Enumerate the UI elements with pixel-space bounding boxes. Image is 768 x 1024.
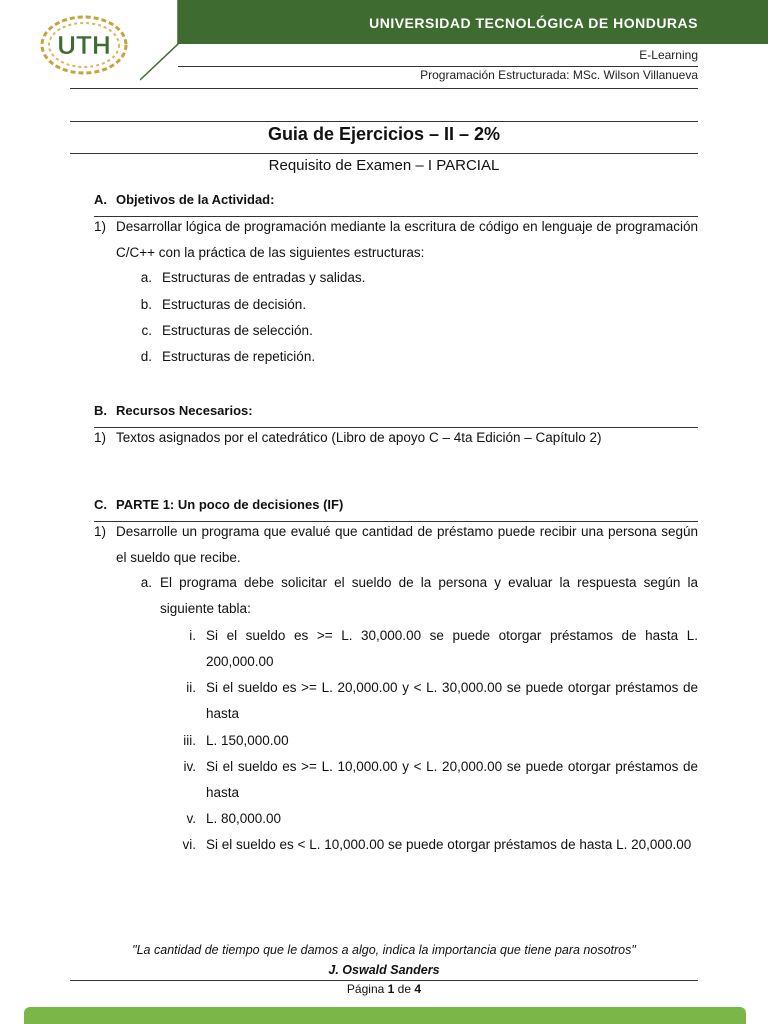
header-divider bbox=[70, 88, 698, 89]
uth-logo bbox=[36, 10, 132, 76]
roman-mark: v. bbox=[186, 811, 196, 826]
rule-text: L. 150,000.00 bbox=[206, 733, 289, 748]
roman-mark: iv. bbox=[183, 759, 196, 774]
list-mark: b. bbox=[140, 297, 152, 312]
rule-text: Si el sueldo es >= L. 20,000.00 y < L. 30,000.00 se puede otorgar préstamos de hasta bbox=[206, 680, 698, 721]
course-name: Programación Estructurada: MSc. Wilson Villanueva bbox=[420, 68, 698, 82]
roman-mark: ii. bbox=[186, 680, 196, 695]
program-name: E-Learning bbox=[639, 48, 698, 62]
rule-text: Si el sueldo es >= L. 30,000.00 se puede otorgar préstamos de hasta L. 200,000.00 bbox=[206, 628, 698, 669]
list-mark: d. bbox=[140, 349, 152, 364]
roman-mark: iii. bbox=[183, 733, 196, 748]
list-item: Estructuras de decisión. bbox=[162, 297, 307, 312]
list-item: Estructuras de selección. bbox=[162, 323, 313, 338]
page-title: Guia de Ejercicios – II – 2% bbox=[267, 124, 501, 144]
roman-mark: vi. bbox=[182, 837, 196, 852]
footer-quote: "La cantidad de tiempo que le damos a algo, indica la importancia que tiene para nosotros" bbox=[132, 943, 636, 957]
section-c-heading: C. PARTE 1: Un poco de decisiones (IF) bbox=[94, 497, 344, 512]
exercise-text: Desarrolle un programa que evalué que cantidad de préstamo puede recibir una persona según el sueldo que recibe. bbox=[116, 524, 698, 565]
list-mark: a. bbox=[140, 270, 152, 285]
item-number: 1) bbox=[94, 219, 107, 234]
exercise-subtext: El programa debe solicitar el sueldo de la persona y evaluar la respuesta según la siguiente tabla: bbox=[160, 575, 698, 616]
section-a-heading: A. Objetivos de la Actividad: bbox=[94, 192, 275, 207]
university-name: UNIVERSIDAD TECNOLÓGICA DE HONDURAS bbox=[369, 15, 698, 31]
laurel-wreath-icon bbox=[36, 10, 132, 76]
roman-mark: i. bbox=[189, 628, 196, 643]
item-number: 1) bbox=[94, 524, 107, 539]
list-item: Estructuras de repetición. bbox=[162, 349, 316, 364]
footer-author: J. Oswald Sanders bbox=[328, 963, 440, 977]
title-rule bbox=[70, 153, 698, 154]
header-divider bbox=[178, 66, 698, 67]
footer-bar bbox=[24, 1007, 746, 1024]
list-item: Estructuras de entradas y salidas. bbox=[162, 270, 366, 285]
list-mark: c. bbox=[141, 323, 152, 338]
logo-text: UTH bbox=[57, 30, 111, 60]
rule-text: Si el sueldo es < L. 10,000.00 se puede otorgar préstamos de hasta L. 20,000.00 bbox=[206, 837, 692, 852]
resource-text: Textos asignados por el catedrático (Libro de apoyo C – 4ta Edición – Capítulo 2) bbox=[116, 430, 602, 445]
list-mark: a. bbox=[140, 575, 152, 590]
objective-text: Desarrollar lógica de programación mediante la escritura de código en lenguaje de programación C/C++ con la práctica de las siguientes estructuras: bbox=[116, 219, 698, 260]
page-subtitle: Requisito de Examen – I PARCIAL bbox=[268, 157, 500, 174]
title-rule bbox=[70, 121, 698, 122]
rule-text: L. 80,000.00 bbox=[206, 811, 282, 826]
page-number: Página 1 de 4 bbox=[346, 982, 422, 996]
section-b-heading: B. Recursos Necesarios: bbox=[94, 403, 253, 418]
footer-rule bbox=[70, 980, 698, 981]
item-number: 1) bbox=[94, 430, 107, 445]
rule-text: Si el sueldo es >= L. 10,000.00 y < L. 20,000.00 se puede otorgar préstamos de hasta bbox=[206, 759, 698, 800]
